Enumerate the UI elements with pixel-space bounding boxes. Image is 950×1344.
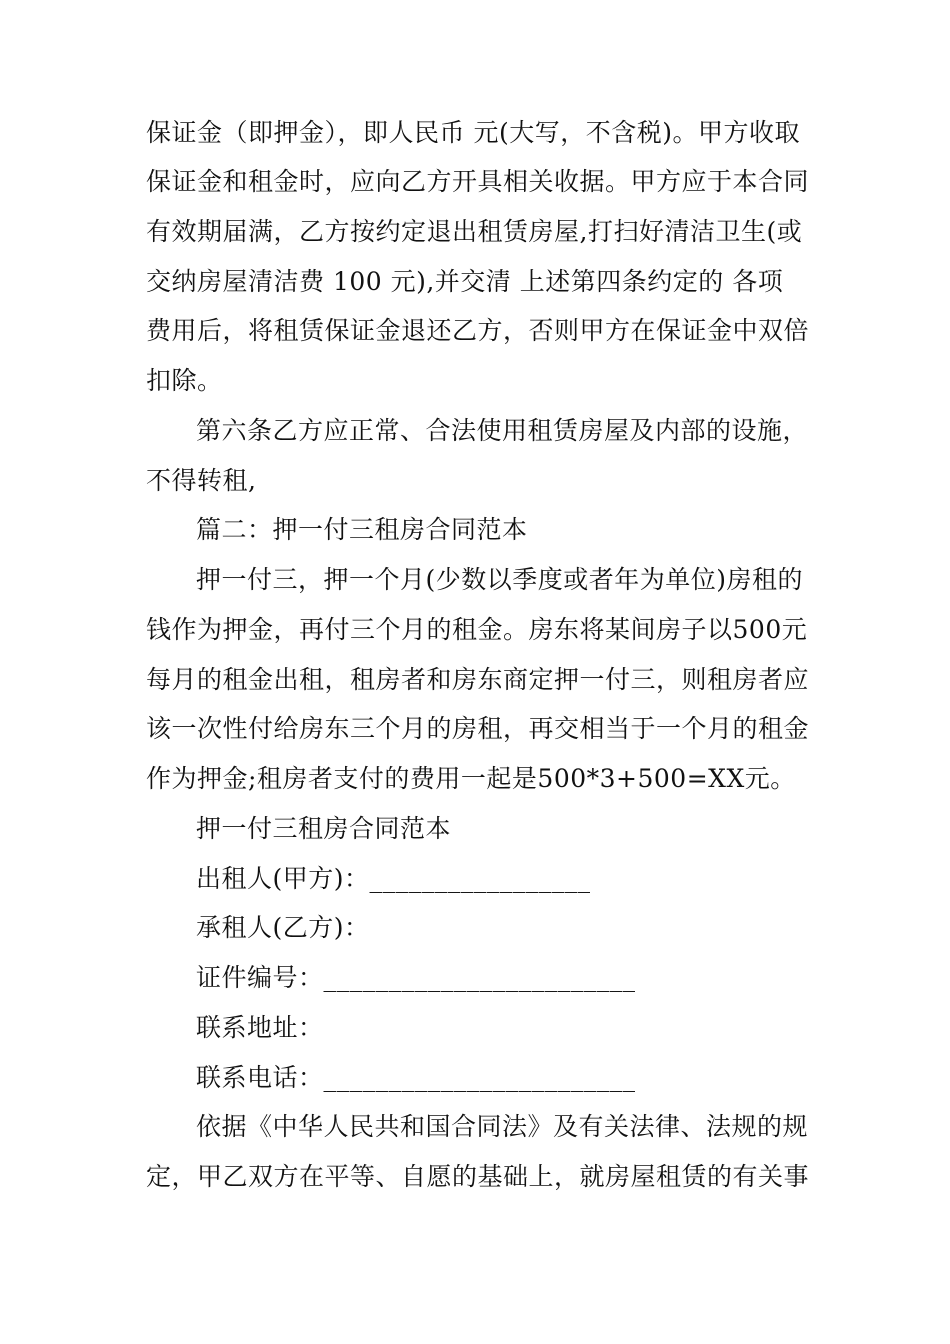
text-line: 不得转租, bbox=[146, 466, 257, 495]
address-field: 联系地址： bbox=[196, 1013, 324, 1042]
text-line: 交纳房屋清洁费 100 元),并交清 上述第四条约定的 各项 bbox=[146, 267, 784, 296]
text-line: 该一次性付给房东三个月的房租，再交相当于一个月的租金 bbox=[146, 714, 810, 743]
text-line: 每月的租金出租，租房者和房东商定押一付三，则租房者应 bbox=[146, 665, 810, 694]
lessor-field: 出租人(甲方)：_________________ bbox=[196, 864, 591, 893]
contract-title: 押一付三租房合同范本 bbox=[196, 814, 452, 843]
text-line: 扣除。 bbox=[146, 366, 223, 395]
text-line: 有效期届满，乙方按约定退出租赁房屋,打扫好清洁卫生(或 bbox=[146, 217, 803, 246]
section-heading: 篇二：押一付三租房合同范本 bbox=[196, 515, 528, 544]
phone-field: 联系电话：________________________ bbox=[196, 1063, 636, 1092]
text-line: 定，甲乙双方在平等、自愿的基础上，就房屋租赁的有关事 bbox=[146, 1162, 810, 1191]
text-line: 保证金和租金时，应向乙方开具相关收据。甲方应于本合同 bbox=[146, 167, 810, 196]
text-line: 押一付三，押一个月(少数以季度或者年为单位)房租的 bbox=[196, 565, 804, 594]
text-line: 第六条乙方应正常、合法使用租赁房屋及内部的设施， bbox=[196, 416, 809, 445]
id-number-field: 证件编号：________________________ bbox=[196, 963, 636, 992]
lessee-field: 承租人(乙方)： bbox=[196, 913, 370, 942]
text-line: 依据《中华人民共和国合同法》及有关法律、法规的规 bbox=[196, 1112, 809, 1141]
text-line: 保证金（即押金），即人民币 元(大写，不含税)。甲方收取 bbox=[146, 118, 800, 147]
text-line: 钱作为押金，再付三个月的租金。房东将某间房子以500元 bbox=[146, 615, 808, 644]
text-line: 作为押金;租房者支付的费用一起是500*3+500=XX元。 bbox=[146, 764, 796, 793]
text-line: 费用后，将租赁保证金退还乙方，否则甲方在保证金中双倍 bbox=[146, 316, 810, 345]
